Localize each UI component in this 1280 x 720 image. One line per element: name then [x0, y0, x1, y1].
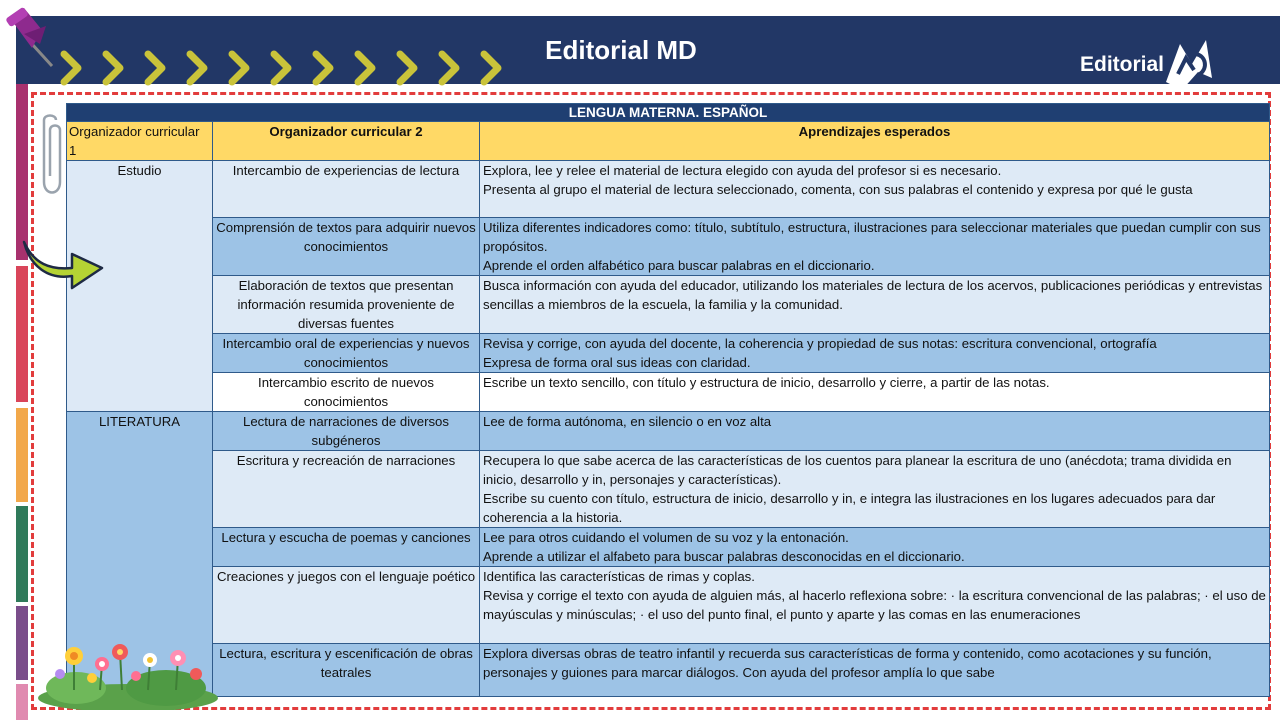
organizer-cell: Intercambio oral de experiencias y nuevos conocimientos [213, 334, 480, 373]
header-banner [16, 16, 1280, 84]
group-estudio: Estudio [67, 161, 213, 412]
learnings-cell [480, 412, 1270, 451]
organizer-cell: Creaciones y juegos con el lenguaje poético [213, 567, 480, 644]
table-row [67, 644, 1270, 697]
table-row [67, 218, 1270, 276]
organizer-cell: Lectura de narraciones de diversos subgéneros [213, 412, 480, 451]
learnings-cell [480, 567, 1270, 644]
learning-line: Lee para otros cuidando el volumen de su voz y la entonación. [483, 530, 849, 545]
table-row [67, 451, 1270, 528]
md-logo-icon [1162, 38, 1218, 92]
organizer-cell: Elaboración de textos que presentan información resumida proveniente de diversas fuentes [213, 276, 480, 334]
learnings-cell [480, 218, 1270, 276]
learning-line: Busca información con ayuda del educador, utilizando los materiales de lectura de los acervos, publicaciones periódicas y entrevistas sencillas a miembros de la escuela, la familia y la comunidad. [483, 278, 1263, 312]
learning-line: Escribe su cuento con título, estructura de inicio, desarrollo y in, e integra las ilustraciones en los lugares adecuados para dar coherencia a la historia. [483, 491, 1216, 525]
learning-line: Identifica las características de rimas y coplas. [483, 569, 755, 584]
curriculum-table [66, 103, 1270, 697]
learnings-cell [480, 373, 1270, 412]
learning-line: Explora, lee y relee el material de lectura elegido con ayuda del profesor si es necesario. [483, 163, 1002, 178]
editorial-logo [1076, 36, 1226, 90]
table-row [67, 567, 1270, 644]
green-curved-arrow-icon [20, 234, 106, 292]
header-organizer-1: Organizador curricular 1 [67, 122, 213, 161]
learnings-cell [480, 644, 1270, 697]
pushpin-icon [2, 4, 60, 70]
table-row [67, 373, 1270, 412]
organizer-cell: Lectura, escritura y escenificación de obras teatrales [213, 644, 480, 697]
learning-line: Expresa de forma oral sus ideas con claridad. [483, 355, 751, 370]
learnings-cell [480, 451, 1270, 528]
side-strip-purple [16, 606, 28, 680]
learning-line: Lee de forma autónoma, en silencio o en voz alta [483, 414, 772, 429]
learning-line: Recupera lo que sabe acerca de las características de los cuentos para planear la escritura de uno (anécdota; trama dividida en inicio, desarrollo y in, personajes y características). [483, 453, 1232, 487]
learnings-cell [480, 161, 1270, 218]
learning-line: Revisa y corrige, con ayuda del docente, la coherencia y propiedad de sus notas: escritura convencional, ortografía [483, 336, 1157, 351]
table-row [67, 412, 1270, 451]
learnings-cell [480, 528, 1270, 567]
side-strip-orange [16, 408, 28, 502]
side-strip-green [16, 506, 28, 602]
organizer-cell: Lectura y escucha de poemas y canciones [213, 528, 480, 567]
header-learnings: Aprendizajes esperados [480, 122, 1270, 161]
organizer-cell: Escritura y recreación de narraciones [213, 451, 480, 528]
learning-line: Aprende el orden alfabético para buscar palabras en el diccionario. [483, 258, 875, 273]
organizer-cell: Intercambio escrito de nuevos conocimientos [213, 373, 480, 412]
header-organizer-2: Organizador curricular 2 [213, 122, 480, 161]
learning-line: Utiliza diferentes indicadores como: título, subtítulo, estructura, ilustraciones para seleccionar materiales que puedan cumplir con sus propósitos. [483, 220, 1261, 254]
organizer-cell: Intercambio de experiencias de lectura [213, 161, 480, 218]
table-row [67, 528, 1270, 567]
table-row [67, 276, 1270, 334]
learning-line: Aprende a utilizar el alfabeto para buscar palabras desconocidas en el diccionario. [483, 549, 965, 564]
table-row [67, 334, 1270, 373]
learning-line: Explora diversas obras de teatro infantil y recuerda sus características de forma y contenido, como acotaciones y su función, personajes y guiones para marcar diálogos. Con ayuda del profesor amplía lo que sabe [483, 646, 1212, 680]
flower-garden-illustration [36, 630, 220, 710]
learnings-cell [480, 276, 1270, 334]
logo-text: Editorial [1080, 53, 1165, 76]
learning-line: Revisa y corrige el texto con ayuda de alguien más, al hacerlo reflexiona sobre: · la escritura convencional de las palabras; · el uso de mayúsculas y minúsculas; · el uso del punto final, el punto y aparte y las comas en las enumeraciones [483, 588, 1266, 622]
table-row [67, 161, 1270, 218]
organizer-cell: Comprensión de textos para adquirir nuevos conocimientos [213, 218, 480, 276]
side-strip-pink [16, 684, 28, 720]
page-title: Editorial MD [545, 35, 697, 65]
paperclip-icon [36, 112, 66, 202]
learning-line: Escribe un texto sencillo, con título y estructura de inicio, desarrollo y cierre, a partir de las notas. [483, 375, 1050, 390]
learning-line: Presenta al grupo el material de lectura seleccionado, comenta, con sus palabras el contenido y expresa por qué le gusta [483, 182, 1193, 197]
table-title: LENGUA MATERNA. ESPAÑOL [67, 104, 1270, 122]
learnings-cell [480, 334, 1270, 373]
group-literatura: LITERATURA [67, 412, 213, 697]
